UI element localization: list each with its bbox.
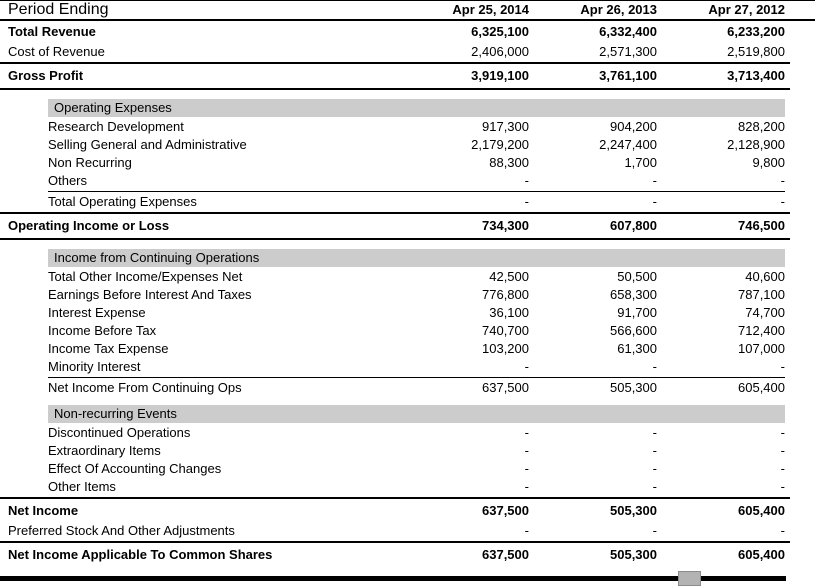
divider-line bbox=[0, 238, 790, 240]
row-label: Non Recurring bbox=[48, 155, 132, 170]
row-label: Operating Income or Loss bbox=[8, 218, 170, 233]
row-value: - bbox=[524, 479, 529, 494]
row-value: 605,400 bbox=[738, 547, 785, 562]
row-value: 6,332,400 bbox=[599, 24, 657, 39]
section-header bbox=[48, 249, 785, 267]
row-value: - bbox=[652, 194, 657, 209]
row-value: 605,400 bbox=[738, 380, 785, 395]
row-value: - bbox=[524, 194, 529, 209]
row-value: 88,300 bbox=[489, 155, 529, 170]
table-row bbox=[0, 304, 815, 322]
horizontal-scrollbar-thumb[interactable] bbox=[678, 571, 701, 586]
row-value: - bbox=[524, 461, 529, 476]
table-row bbox=[0, 118, 815, 136]
row-value: 828,200 bbox=[738, 119, 785, 134]
row-value: 776,800 bbox=[482, 287, 529, 302]
table-row bbox=[0, 522, 815, 540]
section-header bbox=[48, 99, 785, 117]
row-label: Net Income bbox=[8, 503, 79, 518]
row-label: Minority Interest bbox=[48, 359, 141, 374]
row-value: 607,800 bbox=[610, 218, 657, 233]
section-label: Non-recurring Events bbox=[54, 406, 177, 421]
row-value: - bbox=[780, 461, 785, 476]
row-value: 3,713,400 bbox=[727, 68, 785, 83]
column-header-apr-26-2013: Apr 26, 2013 bbox=[580, 2, 657, 17]
row-value: 2,519,800 bbox=[727, 44, 785, 59]
row-value: 6,233,200 bbox=[727, 24, 785, 39]
row-label: Total Operating Expenses bbox=[48, 194, 197, 209]
row-value: 61,300 bbox=[617, 341, 657, 356]
table-row bbox=[0, 358, 815, 376]
row-value: - bbox=[780, 443, 785, 458]
row-value: 505,300 bbox=[610, 547, 657, 562]
row-value: 566,600 bbox=[610, 323, 657, 338]
table-row bbox=[0, 544, 815, 566]
table-row bbox=[0, 500, 815, 522]
row-value: - bbox=[652, 425, 657, 440]
row-label: Cost of Revenue bbox=[8, 44, 105, 59]
row-value: - bbox=[652, 479, 657, 494]
bottom-cutoff-line bbox=[0, 576, 786, 581]
row-value: 505,300 bbox=[610, 380, 657, 395]
row-label: Net Income From Continuing Ops bbox=[48, 380, 242, 395]
row-label: Net Income Applicable To Common Shares bbox=[8, 547, 273, 562]
divider-line bbox=[48, 377, 785, 378]
row-label: Interest Expense bbox=[48, 305, 146, 320]
row-label: Discontinued Operations bbox=[48, 425, 191, 440]
row-value: 746,500 bbox=[738, 218, 785, 233]
row-value: 2,179,200 bbox=[471, 137, 529, 152]
row-value: - bbox=[652, 173, 657, 188]
row-value: - bbox=[652, 461, 657, 476]
income-statement-table bbox=[0, 1, 815, 566]
row-value: - bbox=[780, 523, 785, 538]
table-row bbox=[0, 21, 815, 43]
row-value: 3,761,100 bbox=[599, 68, 657, 83]
row-label: Effect Of Accounting Changes bbox=[48, 461, 222, 476]
row-value: 787,100 bbox=[738, 287, 785, 302]
row-label: Others bbox=[48, 173, 88, 188]
row-value: 74,700 bbox=[745, 305, 785, 320]
table-row bbox=[0, 136, 815, 154]
row-label: Extraordinary Items bbox=[48, 443, 161, 458]
table-row bbox=[0, 65, 815, 87]
row-value: - bbox=[524, 173, 529, 188]
table-row bbox=[0, 268, 815, 286]
divider-line bbox=[48, 191, 785, 192]
row-value: 2,571,300 bbox=[599, 44, 657, 59]
row-value: 637,500 bbox=[482, 380, 529, 395]
row-value: - bbox=[524, 443, 529, 458]
row-value: 91,700 bbox=[617, 305, 657, 320]
divider-line bbox=[0, 212, 790, 214]
table-row bbox=[0, 379, 815, 397]
divider-line bbox=[0, 541, 790, 543]
row-value: 3,919,100 bbox=[471, 68, 529, 83]
row-value: 2,247,400 bbox=[599, 137, 657, 152]
row-label: Income Tax Expense bbox=[48, 341, 169, 356]
row-value: - bbox=[652, 443, 657, 458]
row-value: - bbox=[780, 479, 785, 494]
row-value: - bbox=[780, 425, 785, 440]
row-value: 658,300 bbox=[610, 287, 657, 302]
row-value: - bbox=[524, 425, 529, 440]
row-value: 740,700 bbox=[482, 323, 529, 338]
row-value: - bbox=[652, 359, 657, 374]
table-row bbox=[0, 322, 815, 340]
table-row bbox=[0, 43, 815, 61]
table-row bbox=[0, 215, 815, 237]
row-value: 917,300 bbox=[482, 119, 529, 134]
table-row bbox=[0, 460, 815, 478]
row-label: Selling General and Administrative bbox=[48, 137, 247, 152]
row-label: Preferred Stock And Other Adjustments bbox=[8, 523, 235, 538]
table-row bbox=[0, 172, 815, 190]
divider-line bbox=[0, 62, 790, 64]
period-ending-label: Period Ending bbox=[8, 1, 109, 18]
row-value: 9,800 bbox=[752, 155, 785, 170]
row-value: 904,200 bbox=[610, 119, 657, 134]
table-row bbox=[0, 442, 815, 460]
divider-line bbox=[0, 88, 790, 90]
row-value: - bbox=[652, 523, 657, 538]
row-label: Gross Profit bbox=[8, 68, 84, 83]
row-value: 2,406,000 bbox=[471, 44, 529, 59]
row-value: 734,300 bbox=[482, 218, 529, 233]
column-header-apr-25-2014: Apr 25, 2014 bbox=[452, 2, 529, 17]
row-value: 637,500 bbox=[482, 547, 529, 562]
row-label: Total Other Income/Expenses Net bbox=[48, 269, 243, 284]
row-value: 40,600 bbox=[745, 269, 785, 284]
row-value: 50,500 bbox=[617, 269, 657, 284]
row-value: 36,100 bbox=[489, 305, 529, 320]
row-value: 2,128,900 bbox=[727, 137, 785, 152]
row-value: 712,400 bbox=[738, 323, 785, 338]
table-row bbox=[0, 193, 815, 211]
row-gap bbox=[0, 397, 815, 404]
divider-line bbox=[0, 497, 790, 499]
row-value: - bbox=[780, 359, 785, 374]
row-value: 505,300 bbox=[610, 503, 657, 518]
row-gap bbox=[0, 241, 815, 248]
row-value: 637,500 bbox=[482, 503, 529, 518]
row-value: - bbox=[524, 359, 529, 374]
table-row bbox=[0, 286, 815, 304]
row-value: - bbox=[780, 173, 785, 188]
row-label: Total Revenue bbox=[8, 24, 96, 39]
section-label: Operating Expenses bbox=[54, 100, 172, 115]
table-row bbox=[0, 340, 815, 358]
table-row bbox=[0, 424, 815, 442]
row-value: - bbox=[780, 194, 785, 209]
row-value: 605,400 bbox=[738, 503, 785, 518]
row-value: 1,700 bbox=[624, 155, 657, 170]
section-label: Income from Continuing Operations bbox=[54, 250, 260, 265]
row-label: Earnings Before Interest And Taxes bbox=[48, 287, 252, 302]
row-value: 6,325,100 bbox=[471, 24, 529, 39]
row-label: Income Before Tax bbox=[48, 323, 157, 338]
column-header-apr-27-2012: Apr 27, 2012 bbox=[708, 2, 785, 17]
row-value: 103,200 bbox=[482, 341, 529, 356]
table-row bbox=[0, 154, 815, 172]
row-value: 107,000 bbox=[738, 341, 785, 356]
table-header-row bbox=[0, 1, 815, 21]
row-label: Research Development bbox=[48, 119, 184, 134]
row-label: Other Items bbox=[48, 479, 116, 494]
row-value: 42,500 bbox=[489, 269, 529, 284]
section-header bbox=[48, 405, 785, 423]
row-gap bbox=[0, 91, 815, 98]
table-body bbox=[0, 21, 815, 566]
table-row bbox=[0, 478, 815, 496]
row-value: - bbox=[524, 523, 529, 538]
